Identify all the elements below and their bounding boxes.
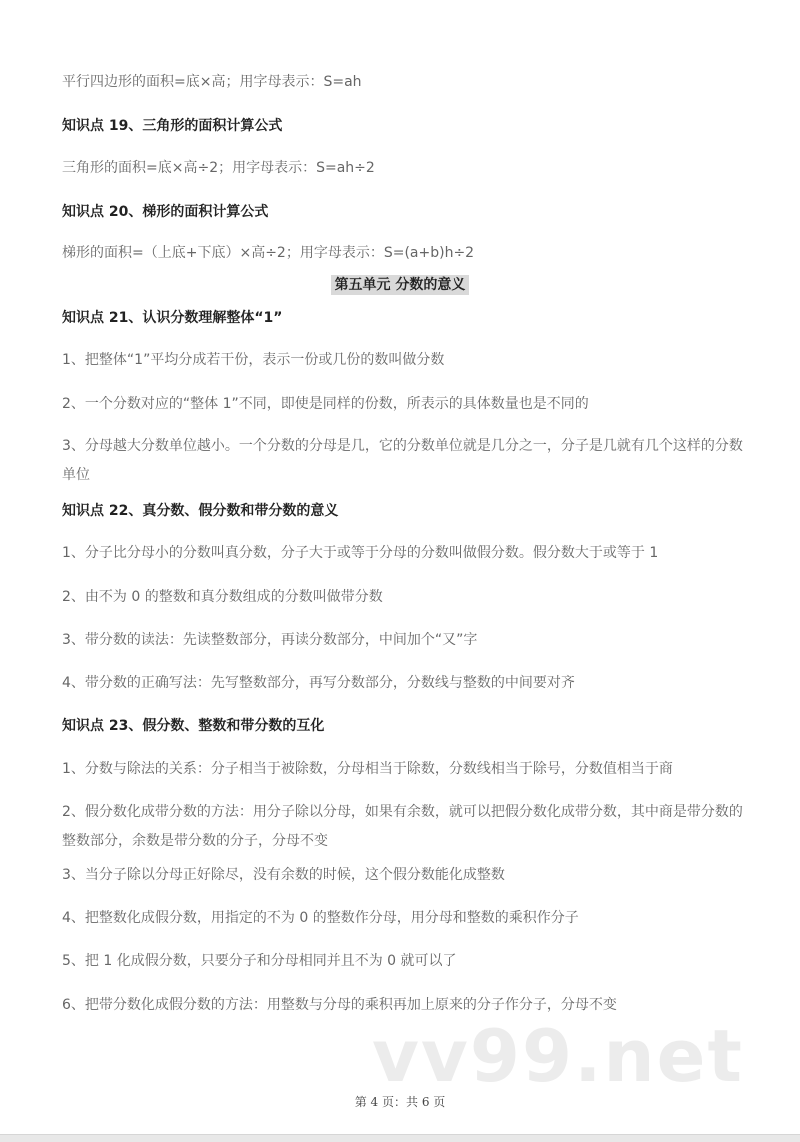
- list-item: 1、把整体“1”平均分成若干份，表示一份或几份的数叫做分数: [62, 352, 445, 368]
- heading-kp19: 知识点 19、三角形的面积计算公式: [62, 118, 283, 134]
- heading-kp22: 知识点 22、真分数、假分数和带分数的意义: [62, 503, 339, 519]
- list-item: 2、一个分数对应的“整体 1”不同，即使是同样的份数，所表示的具体数量也是不同的: [62, 396, 589, 412]
- list-item: 4、把整数化成假分数，用指定的不为 0 的整数作分母，用分母和整数的乘积作分子: [62, 910, 579, 926]
- page-footer: 第 4 页：共 6 页: [354, 1095, 446, 1109]
- heading-kp21: 知识点 21、认识分数理解整体“1”: [62, 310, 283, 326]
- list-item: 1、分子比分母小的分数叫真分数，分子大于或等于分母的分数叫做假分数。假分数大于或等于 1: [62, 545, 659, 561]
- section-title: [0, 274, 800, 294]
- list-item: 1、分数与除法的关系：分子相当于被除数，分母相当于除数，分数线相当于除号，分数值相当于商: [62, 761, 673, 777]
- list-item: 3、带分数的读法：先读整数部分，再读分数部分，中间加个“又”字: [62, 632, 478, 648]
- heading-kp20: 知识点 20、梯形的面积计算公式: [62, 204, 269, 220]
- formula-triangle: 三角形的面积=底×高÷2；用字母表示：S=ah÷2: [62, 160, 375, 176]
- list-item: 2、假分数化成带分数的方法：用分子除以分母，如果有余数，就可以把假分数化成带分数，其中商是带分数的整数部分，余数是带分数的分子，分母不变: [62, 804, 743, 849]
- section-title-text: 第五单元 分数的意义: [331, 275, 470, 295]
- formula-parallelogram: 平行四边形的面积=底×高；用字母表示：S=ah: [62, 74, 362, 90]
- list-item: 4、带分数的正确写法：先写整数部分，再写分数部分，分数线与整数的中间要对齐: [62, 675, 575, 691]
- list-item: 5、把 1 化成假分数，只要分子和分母相同并且不为 0 就可以了: [62, 953, 457, 969]
- list-item: 6、把带分数化成假分数的方法：用整数与分母的乘积再加上原来的分子作分子，分母不变: [62, 997, 617, 1013]
- list-item: 3、当分子除以分母正好除尽，没有余数的时候，这个假分数能化成整数: [62, 867, 505, 883]
- list-item: 2、由不为 0 的整数和真分数组成的分数叫做带分数: [62, 589, 383, 605]
- heading-kp23: 知识点 23、假分数、整数和带分数的互化: [62, 718, 325, 734]
- watermark: vv99.net: [372, 1014, 744, 1098]
- list-item: 3、分母越大分数单位越小。一个分数的分母是几，它的分数单位就是几分之一，分子是几就有几个这样的分数单位: [62, 438, 743, 483]
- formula-trapezoid: 梯形的面积=（上底+下底）×高÷2；用字母表示：S=(a+b)h÷2: [62, 245, 475, 261]
